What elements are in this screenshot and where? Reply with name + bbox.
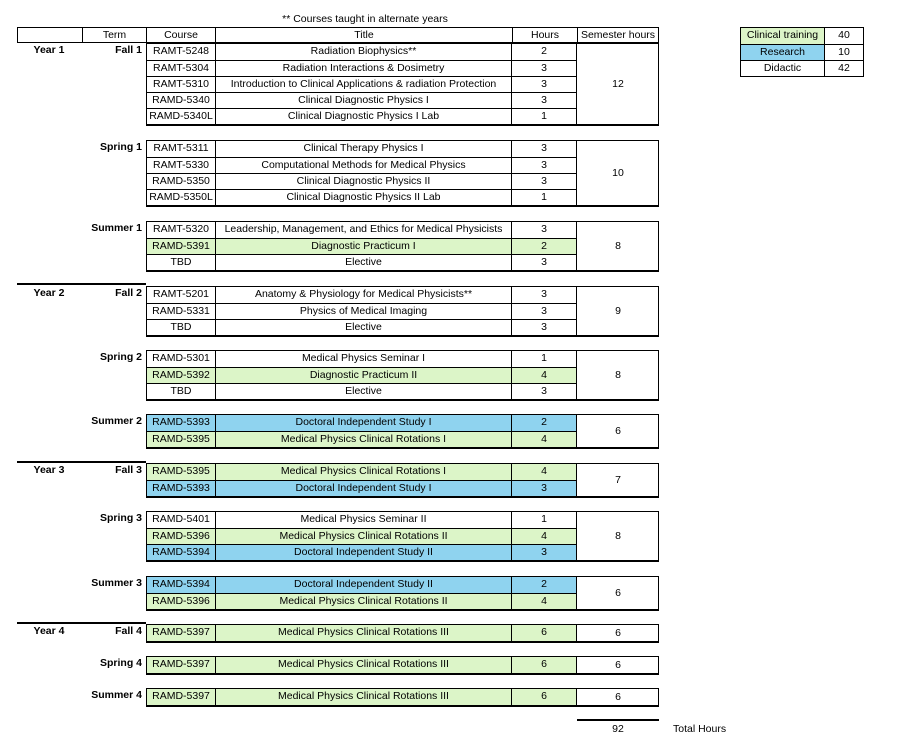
course-code: RAMT-5310 bbox=[147, 76, 216, 92]
course-title: Medical Physics Clinical Rotations III bbox=[216, 657, 512, 673]
term-block bbox=[146, 624, 659, 643]
legend-row bbox=[741, 44, 863, 60]
course-hours: 3 bbox=[512, 141, 577, 157]
year-label: Year 2 bbox=[33, 287, 65, 299]
course-code: RAMT-5248 bbox=[147, 44, 216, 60]
course-hours: 6 bbox=[512, 689, 577, 705]
course-title: Clinical Diagnostic Physics I bbox=[216, 92, 512, 108]
course-code: TBD bbox=[147, 319, 216, 335]
course-code: RAMD-5393 bbox=[147, 480, 216, 496]
course-code: RAMD-5391 bbox=[147, 238, 216, 254]
course-title: Medical Physics Clinical Rotations II bbox=[216, 593, 512, 609]
course-code: RAMT-5304 bbox=[147, 60, 216, 76]
course-hours: 3 bbox=[512, 383, 577, 399]
term-label: Spring 1 bbox=[99, 141, 142, 153]
semester-hours: 8 bbox=[615, 240, 621, 252]
course-title: Radiation Biophysics** bbox=[216, 44, 512, 60]
term-block bbox=[146, 140, 659, 207]
course-title: Computational Methods for Medical Physics bbox=[216, 157, 512, 173]
course-title: Medical Physics Clinical Rotations II bbox=[216, 528, 512, 544]
course-title: Medical Physics Clinical Rotations III bbox=[216, 689, 512, 705]
course-title: Medical Physics Clinical Rotations I bbox=[216, 431, 512, 447]
term-label: Spring 4 bbox=[99, 657, 142, 669]
legend-value: 42 bbox=[838, 62, 850, 74]
course-code: TBD bbox=[147, 383, 216, 399]
term-block bbox=[146, 221, 659, 272]
course-hours: 4 bbox=[512, 593, 577, 609]
course-code: RAMD-5393 bbox=[147, 415, 216, 431]
course-code: RAMD-5397 bbox=[147, 657, 216, 673]
course-hours: 3 bbox=[512, 60, 577, 76]
course-title: Clinical Diagnostic Physics II Lab bbox=[216, 189, 512, 205]
course-hours: 2 bbox=[512, 44, 577, 60]
course-title: Doctoral Independent Study I bbox=[216, 480, 512, 496]
course-title: Diagnostic Practicum II bbox=[216, 367, 512, 383]
course-code: RAMT-5330 bbox=[147, 157, 216, 173]
header-course: Course bbox=[146, 27, 215, 43]
course-code: RAMD-5394 bbox=[147, 577, 216, 593]
course-title: Diagnostic Practicum I bbox=[216, 238, 512, 254]
course-title: Clinical Diagnostic Physics I Lab bbox=[216, 108, 512, 124]
course-title: Physics of Medical Imaging bbox=[216, 303, 512, 319]
semester-hours: 6 bbox=[615, 425, 621, 437]
course-title: Elective bbox=[216, 383, 512, 399]
term-label: Summer 4 bbox=[91, 689, 142, 701]
course-code: RAMT-5201 bbox=[147, 287, 216, 303]
course-code: RAMT-5320 bbox=[147, 222, 216, 238]
term-block bbox=[146, 350, 659, 401]
term-block bbox=[146, 688, 659, 707]
course-hours: 3 bbox=[512, 76, 577, 92]
semester-hours: 6 bbox=[615, 587, 621, 599]
term-block bbox=[146, 43, 659, 126]
term-label: Summer 3 bbox=[91, 577, 142, 589]
course-code: RAMD-5340L bbox=[147, 108, 216, 124]
header-title: Title bbox=[215, 27, 512, 43]
course-title: Medical Physics Clinical Rotations III bbox=[216, 625, 512, 641]
term-block bbox=[146, 656, 659, 675]
term-block bbox=[146, 463, 659, 498]
semester-hours: 9 bbox=[615, 305, 621, 317]
course-code: RAMD-5301 bbox=[147, 351, 216, 367]
course-hours: 3 bbox=[512, 222, 577, 238]
course-hours: 3 bbox=[512, 303, 577, 319]
total-rule bbox=[577, 719, 659, 721]
course-title: Doctoral Independent Study II bbox=[216, 544, 512, 560]
course-title: Anatomy & Physiology for Medical Physicists** bbox=[216, 287, 512, 303]
term-block bbox=[146, 511, 659, 562]
term-label: Fall 3 bbox=[115, 464, 142, 476]
legend-row bbox=[741, 60, 863, 76]
header-hours: Hours bbox=[512, 27, 577, 43]
course-title: Elective bbox=[216, 319, 512, 335]
legend-row bbox=[741, 28, 863, 44]
course-code: RAMD-5396 bbox=[147, 593, 216, 609]
term-label: Fall 2 bbox=[115, 287, 142, 299]
course-hours: 3 bbox=[512, 480, 577, 496]
course-code: RAMD-5340 bbox=[147, 92, 216, 108]
legend-label: Didactic bbox=[741, 61, 825, 76]
year-label: Year 4 bbox=[33, 625, 65, 637]
course-hours: 4 bbox=[512, 464, 577, 480]
semester-hours: 6 bbox=[615, 691, 621, 703]
course-title: Doctoral Independent Study II bbox=[216, 577, 512, 593]
course-hours: 1 bbox=[512, 512, 577, 528]
course-title: Clinical Therapy Physics I bbox=[216, 141, 512, 157]
legend bbox=[740, 27, 864, 77]
course-code: RAMT-5311 bbox=[147, 141, 216, 157]
legend-value: 40 bbox=[838, 29, 850, 41]
course-hours: 2 bbox=[512, 577, 577, 593]
course-hours: 2 bbox=[512, 415, 577, 431]
course-hours: 4 bbox=[512, 528, 577, 544]
course-hours: 1 bbox=[512, 189, 577, 205]
course-hours: 1 bbox=[512, 108, 577, 124]
total-hours-value: 92 bbox=[612, 723, 624, 735]
semester-hours: 10 bbox=[612, 167, 624, 179]
course-code: RAMD-5394 bbox=[147, 544, 216, 560]
course-code: RAMD-5350L bbox=[147, 189, 216, 205]
year-label: Year 3 bbox=[33, 464, 65, 476]
semester-hours: 6 bbox=[615, 659, 621, 671]
term-block bbox=[146, 286, 659, 337]
course-hours: 3 bbox=[512, 157, 577, 173]
course-hours: 3 bbox=[512, 319, 577, 335]
course-hours: 6 bbox=[512, 657, 577, 673]
semester-hours: 8 bbox=[615, 530, 621, 542]
course-hours: 2 bbox=[512, 238, 577, 254]
term-block bbox=[146, 414, 659, 449]
term-label: Fall 1 bbox=[115, 44, 142, 56]
term-label: Summer 1 bbox=[91, 222, 142, 234]
term-label: Summer 2 bbox=[91, 415, 142, 427]
course-hours: 3 bbox=[512, 173, 577, 189]
course-code: RAMD-5401 bbox=[147, 512, 216, 528]
course-hours: 4 bbox=[512, 431, 577, 447]
term-label: Spring 2 bbox=[99, 351, 142, 363]
course-title: Leadership, Management, and Ethics for Medical Physicists bbox=[216, 222, 512, 238]
year-label: Year 1 bbox=[33, 44, 65, 56]
header-semester-hours: Semester hours bbox=[577, 27, 659, 43]
course-code: RAMD-5392 bbox=[147, 367, 216, 383]
course-code: TBD bbox=[147, 254, 216, 270]
term-label: Fall 4 bbox=[115, 625, 142, 637]
course-hours: 4 bbox=[512, 367, 577, 383]
course-code: RAMD-5350 bbox=[147, 173, 216, 189]
course-hours: 3 bbox=[512, 287, 577, 303]
semester-hours: 6 bbox=[615, 627, 621, 639]
course-code: RAMD-5396 bbox=[147, 528, 216, 544]
term-block bbox=[146, 576, 659, 611]
course-title: Radiation Interactions & Dosimetry bbox=[216, 60, 512, 76]
legend-value: 10 bbox=[838, 46, 850, 58]
course-title: Introduction to Clinical Applications & radiation Protection bbox=[216, 76, 512, 92]
semester-hours: 12 bbox=[612, 78, 624, 90]
course-title: Clinical Diagnostic Physics II bbox=[216, 173, 512, 189]
course-title: Doctoral Independent Study I bbox=[216, 415, 512, 431]
course-hours: 3 bbox=[512, 254, 577, 270]
course-code: RAMD-5395 bbox=[147, 431, 216, 447]
course-hours: 6 bbox=[512, 625, 577, 641]
course-hours: 3 bbox=[512, 92, 577, 108]
course-hours: 1 bbox=[512, 351, 577, 367]
course-title: Medical Physics Clinical Rotations I bbox=[216, 464, 512, 480]
semester-hours: 7 bbox=[615, 474, 621, 486]
course-title: Medical Physics Seminar II bbox=[216, 512, 512, 528]
course-hours: 3 bbox=[512, 544, 577, 560]
total-hours-label: Total Hours bbox=[673, 723, 727, 735]
header-term: Term bbox=[82, 27, 146, 43]
legend-label: Clinical training bbox=[741, 28, 825, 44]
year-divider bbox=[17, 283, 146, 285]
course-code: RAMD-5331 bbox=[147, 303, 216, 319]
course-code: RAMD-5395 bbox=[147, 464, 216, 480]
semester-hours: 8 bbox=[615, 369, 621, 381]
term-label: Spring 3 bbox=[99, 512, 142, 524]
course-code: RAMD-5397 bbox=[147, 689, 216, 705]
header-blank bbox=[17, 27, 82, 43]
course-code: RAMD-5397 bbox=[147, 625, 216, 641]
course-title: Medical Physics Seminar I bbox=[216, 351, 512, 367]
legend-label: Research bbox=[741, 45, 825, 60]
alternate-years-note: ** Courses taught in alternate years bbox=[282, 13, 448, 25]
course-title: Elective bbox=[216, 254, 512, 270]
